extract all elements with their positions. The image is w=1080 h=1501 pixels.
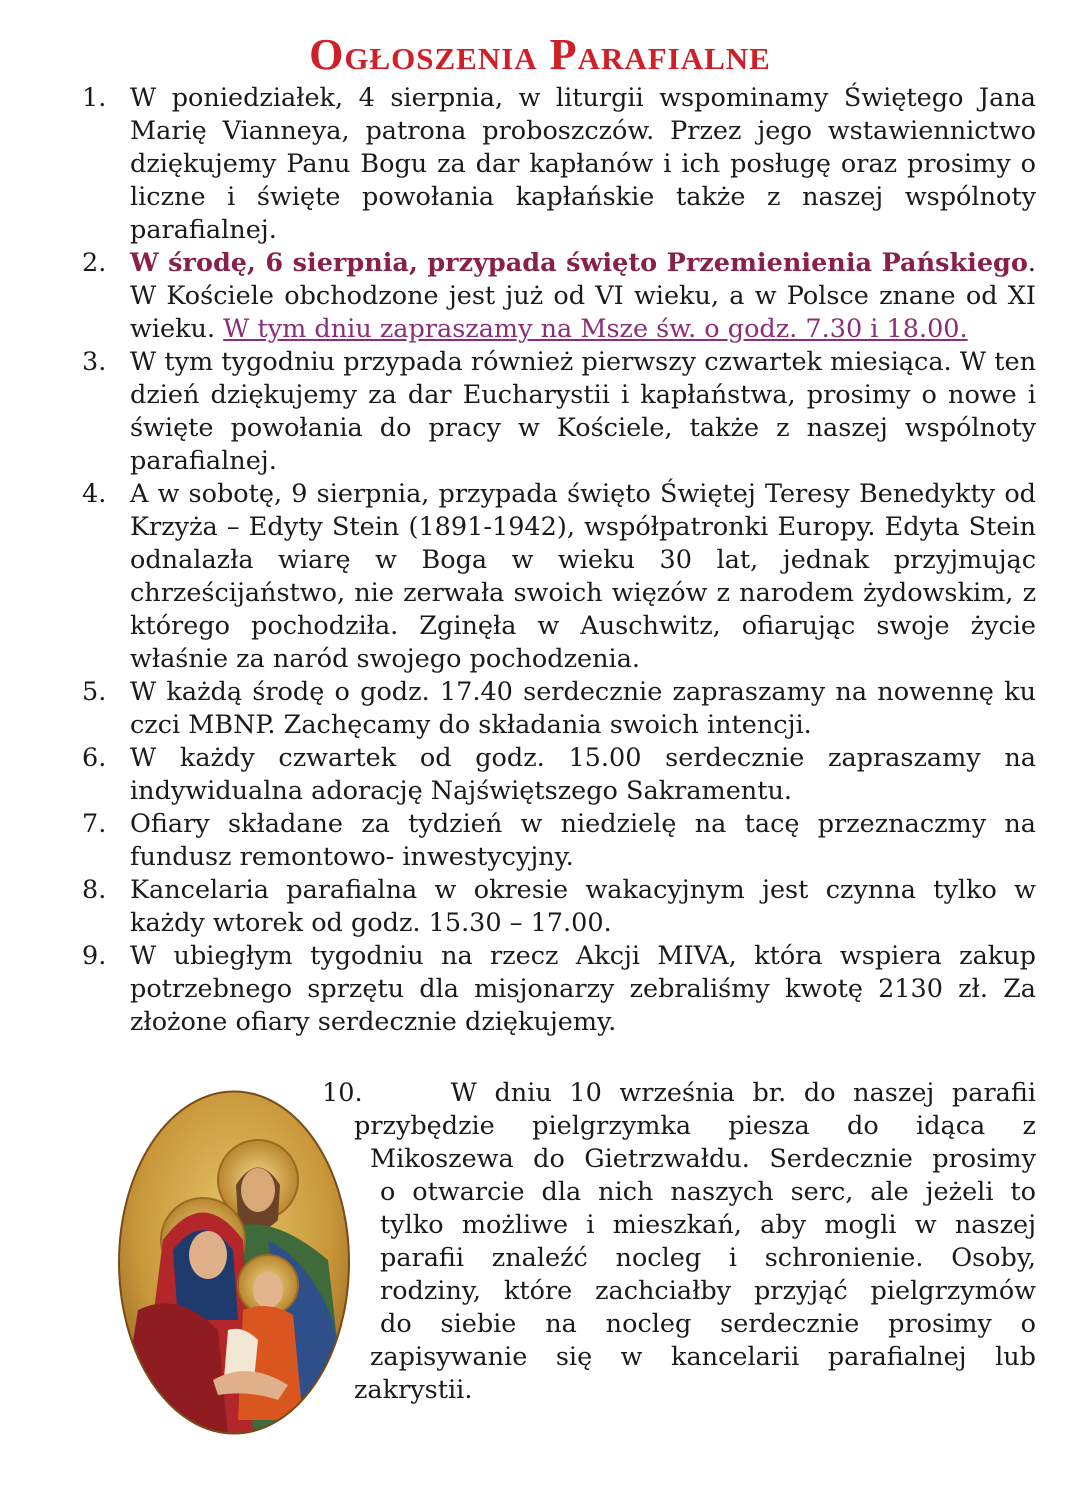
item-number: 8. xyxy=(82,875,107,905)
item-text: W każdą środę o godz. 17.40 serdecznie zapraszamy na nowennę ku czci MBNP. Zachęcamy do składania swoich intencji. xyxy=(130,677,1036,740)
item10-line: do siebie na nocleg serdecznie prosimy o xyxy=(380,1309,1036,1339)
item-text: W każdy czwartek od godz. 15.00 serdecznie zapraszamy na indywidualna adorację Najświętszego Sakramentu. xyxy=(130,743,1036,806)
item-text: Kancelaria parafialna w okresie wakacyjnym jest czynna tylko w każdy wtorek od godz. 15.30 – 17.00. xyxy=(130,875,1036,938)
list-item-10 xyxy=(322,1077,1036,1407)
item-text: W poniedziałek, 4 sierpnia, w liturgii wspominamy Świętego Jana Marię Vianneya, patrona proboszczów. Przez jego wstawiennictwo dziękujemy Panu Bogu za dar kapłanów i ich posługę oraz prosimy o liczne i święte powołania kapłańskie także z naszej wspólnoty parafialnej. xyxy=(130,83,1036,245)
list-item xyxy=(0,676,1080,742)
holy-family-icon xyxy=(118,1090,350,1435)
item10-line: zakrystii. xyxy=(354,1375,473,1405)
list-item xyxy=(0,874,1080,940)
announcement-list xyxy=(0,82,1080,1039)
feast-heading: W środę, 6 sierpnia, przypada święto Przemienienia Pańskiego xyxy=(130,248,1028,278)
item10-line: tylko możliwe i mieszkań, aby mogli w naszej xyxy=(380,1210,1036,1240)
item10-line: parafii znaleźć nocleg i schronienie. Osoby, xyxy=(380,1243,1036,1273)
item-number: 6. xyxy=(82,743,107,773)
item10-line: o otwarcie dla nich naszych serc, ale jeżeli to xyxy=(380,1177,1036,1207)
item10-line: przybędzie pielgrzymka piesza do idąca z xyxy=(354,1111,1036,1141)
list-item xyxy=(0,82,1080,247)
list-item xyxy=(0,808,1080,874)
item10-line: rodziny, które zachciałby przyjąć pielgrzymów xyxy=(380,1276,1036,1306)
item10-line xyxy=(322,1077,1036,1110)
item10-line: Mikoszewa do Gietrzwałdu. Serdecznie prosimy xyxy=(370,1144,1036,1174)
item-text xyxy=(130,247,1036,346)
item-text: A w sobotę, 9 sierpnia, przypada święto Świętej Teresy Benedykty od Krzyża – Edyty Stein (1891-1942), współpatronki Europy. Edyta Stein odnalazła wiarę w Boga w wieku 30 lat, jednak przyjmując chrześcijaństwo, nie zerwała swoich więzów z narodem żydowskim, z którego pochodziła. Zginęła w Auschwitz, ofiarując swoje życie właśnie za naród swojego pochodzenia. xyxy=(130,479,1036,674)
item10-line-text: W dniu 10 września br. do naszej parafii xyxy=(450,1078,1037,1108)
item10-line: zapisywanie się w kancelarii parafialnej lub xyxy=(370,1342,1036,1372)
list-item xyxy=(0,247,1080,346)
page-title: Ogłoszenia Parafialne xyxy=(309,30,771,79)
item-text: Ofiary składane za tydzień w niedzielę na tacę przeznaczmy na fundusz remontowo- inwestycyjny. xyxy=(130,809,1036,872)
item-number: 9. xyxy=(82,941,107,971)
item-number: 7. xyxy=(82,809,107,839)
list-item xyxy=(0,940,1080,1039)
list-item xyxy=(0,346,1080,478)
item-number: 3. xyxy=(82,347,107,377)
item-number: 10. xyxy=(322,1078,363,1108)
list-item xyxy=(0,742,1080,808)
item-number: 4. xyxy=(82,479,107,509)
mass-times-note: W tym dniu zapraszamy na Msze św. o godz. 7.30 i 18.00. xyxy=(223,314,968,344)
item-text: W tym tygodniu przypada również pierwszy czwartek miesiąca. W ten dzień dziękujemy za dar Eucharystii i kapłaństwa, prosimy o nowe i święte powołania do pracy w Kościele, także z naszej wspólnoty parafialnej. xyxy=(130,347,1036,476)
item-number: 1. xyxy=(82,83,107,113)
item-text-continuation: . W Kościele obchodzone jest już od VI wieku, a w Polsce znane od XI wieku. xyxy=(130,248,1036,344)
list-item xyxy=(0,478,1080,676)
item-number: 5. xyxy=(82,677,107,707)
item-text: W ubiegłym tygodniu na rzecz Akcji MIVA, która wspiera zakup potrzebnego sprzętu dla misjonarzy zebraliśmy kwotę 2130 zł. Za złożone ofiary serdecznie dziękujemy. xyxy=(130,941,1036,1037)
item-number: 2. xyxy=(82,248,107,278)
